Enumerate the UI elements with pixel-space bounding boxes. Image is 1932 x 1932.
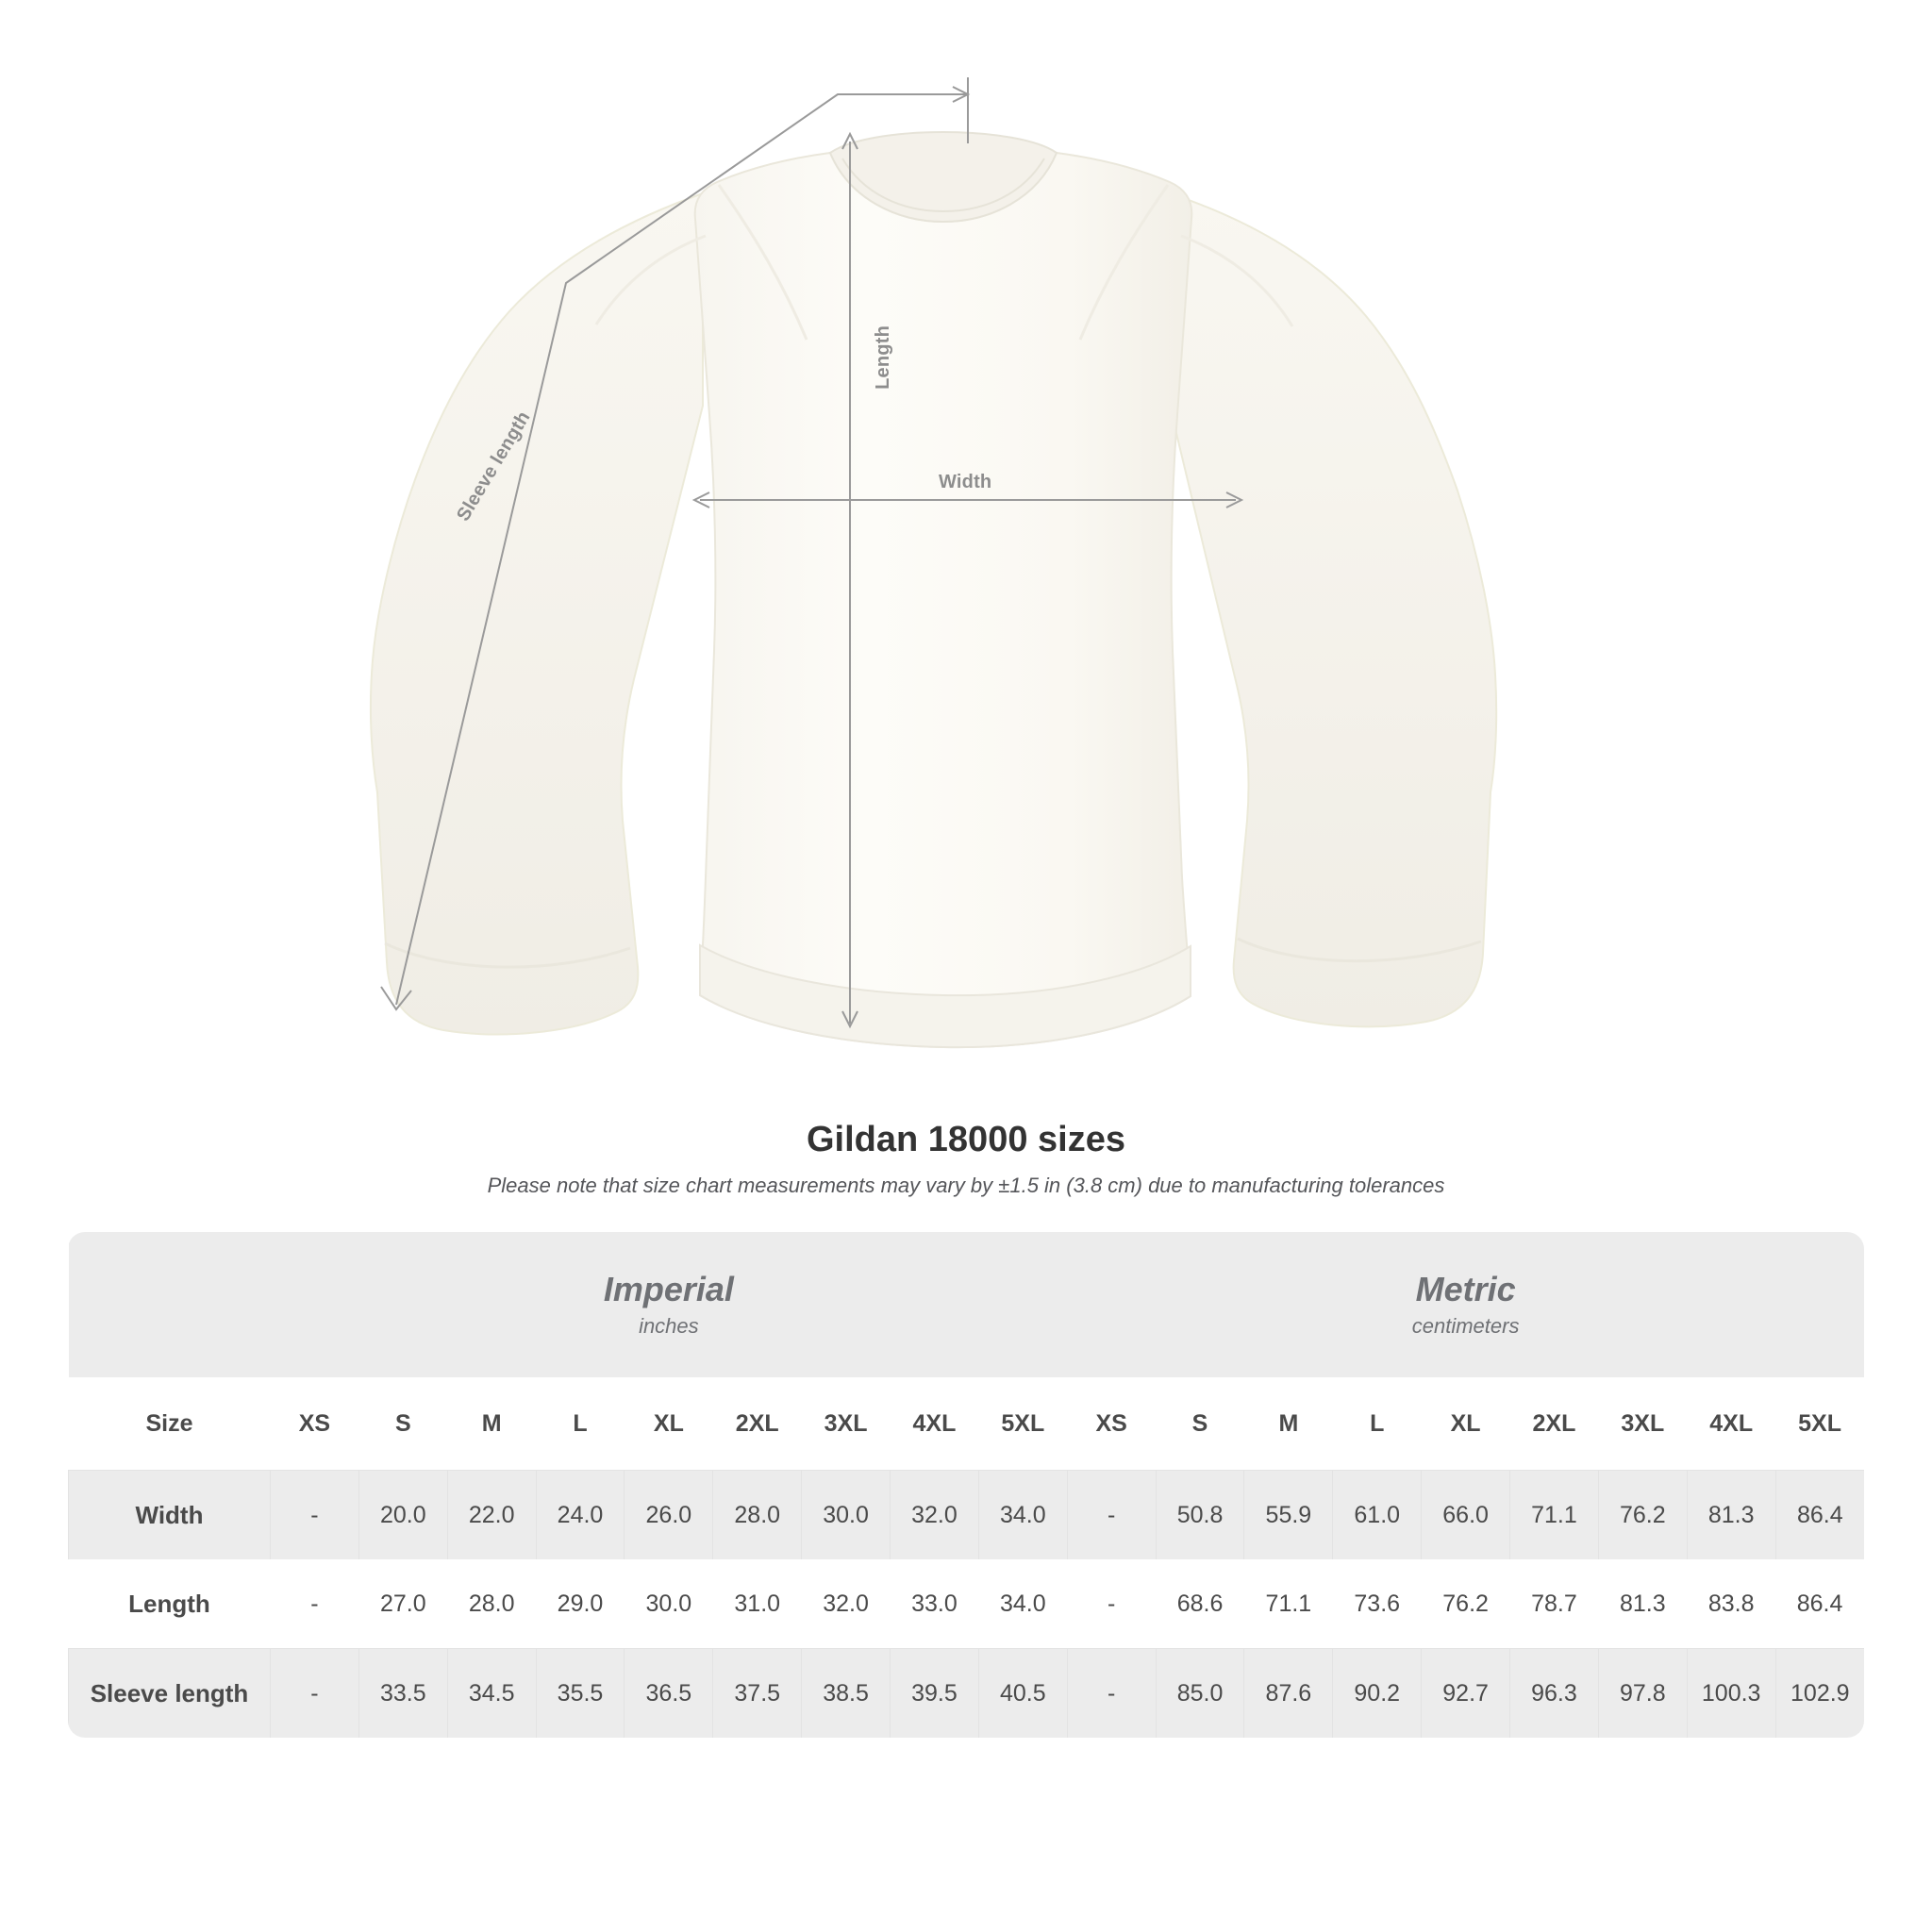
cell-width-0: - [271,1471,359,1560]
row-label-length: Length [69,1559,271,1649]
cell-width-10: 50.8 [1156,1471,1244,1560]
cell-sleeve-14: 96.3 [1510,1649,1599,1739]
cell-length-13: 76.2 [1422,1559,1510,1649]
size-table [68,1232,1864,1738]
column-header-imperial-3xl: 3XL [802,1377,891,1471]
column-header-metric-l: L [1333,1377,1422,1471]
cell-length-15: 81.3 [1598,1559,1687,1649]
column-header-imperial-xs: XS [271,1377,359,1471]
cell-width-15: 76.2 [1598,1471,1687,1560]
cell-width-2: 22.0 [447,1471,536,1560]
column-header-metric-3xl: 3XL [1598,1377,1687,1471]
cell-length-17: 86.4 [1775,1559,1864,1649]
cell-sleeve-2: 34.5 [447,1649,536,1739]
page-title: Gildan 18000 sizes [807,1120,1125,1159]
column-header-imperial-m: M [447,1377,536,1471]
table-row [69,1649,1865,1739]
column-header-metric-2xl: 2XL [1510,1377,1599,1471]
column-header-metric-5xl: 5XL [1775,1377,1864,1471]
cell-length-3: 29.0 [536,1559,625,1649]
column-header-metric-4xl: 4XL [1687,1377,1775,1471]
cell-length-1: 27.0 [358,1559,447,1649]
cell-width-1: 20.0 [358,1471,447,1560]
size-table-wrapper [68,1232,1864,1738]
cell-sleeve-12: 90.2 [1333,1649,1422,1739]
column-header-imperial-4xl: 4XL [891,1377,979,1471]
size-header-row [69,1377,1865,1471]
cell-length-8: 34.0 [978,1559,1067,1649]
cell-width-12: 61.0 [1333,1471,1422,1560]
cell-sleeve-8: 40.5 [978,1649,1067,1739]
cell-length-7: 33.0 [891,1559,979,1649]
cell-length-0: - [271,1559,359,1649]
cell-length-10: 68.6 [1156,1559,1244,1649]
column-header-imperial-l: L [536,1377,625,1471]
unit-group-metric-sub: centimeters [1411,1314,1520,1338]
cell-sleeve-17: 102.9 [1775,1649,1864,1739]
unit-group-imperial [271,1232,1068,1377]
cell-width-4: 26.0 [625,1471,713,1560]
cell-length-6: 32.0 [802,1559,891,1649]
tolerance-note: Please note that size chart measurements may vary by ±1.5 in (3.8 cm) due to manufacturing tolerances [487,1174,1445,1197]
unit-group-row [69,1232,1865,1377]
cell-length-11: 71.1 [1244,1559,1333,1649]
cell-sleeve-1: 33.5 [358,1649,447,1739]
cell-length-16: 83.8 [1687,1559,1775,1649]
cell-sleeve-4: 36.5 [625,1649,713,1739]
cell-width-14: 71.1 [1510,1471,1599,1560]
cell-width-11: 55.9 [1244,1471,1333,1560]
cell-sleeve-5: 37.5 [713,1649,802,1739]
cell-width-3: 24.0 [536,1471,625,1560]
unit-row-corner [69,1232,271,1377]
column-header-metric-xs: XS [1067,1377,1156,1471]
column-header-metric-m: M [1244,1377,1333,1471]
unit-group-imperial-name: Imperial [603,1270,734,1308]
cell-sleeve-13: 92.7 [1422,1649,1510,1739]
row-label-width: Width [69,1471,271,1560]
cell-sleeve-0: - [271,1649,359,1739]
cell-length-14: 78.7 [1510,1559,1599,1649]
cell-width-17: 86.4 [1775,1471,1864,1560]
cell-length-9: - [1067,1559,1156,1649]
unit-group-metric-name: Metric [1415,1270,1516,1308]
cell-width-5: 28.0 [713,1471,802,1560]
cell-length-5: 31.0 [713,1559,802,1649]
cell-width-9: - [1067,1471,1156,1560]
unit-group-metric [1067,1232,1864,1377]
column-header-imperial-s: S [358,1377,447,1471]
cell-width-8: 34.0 [978,1471,1067,1560]
cell-sleeve-6: 38.5 [802,1649,891,1739]
size-header-label: Size [69,1377,271,1471]
cell-width-7: 32.0 [891,1471,979,1560]
cell-sleeve-11: 87.6 [1244,1649,1333,1739]
row-label-sleeve-length: Sleeve length [69,1649,271,1739]
cell-width-6: 30.0 [802,1471,891,1560]
column-header-metric-xl: XL [1422,1377,1510,1471]
cell-sleeve-16: 100.3 [1687,1649,1775,1739]
cell-sleeve-7: 39.5 [891,1649,979,1739]
column-header-imperial-xl: XL [625,1377,713,1471]
cell-sleeve-15: 97.8 [1598,1649,1687,1739]
column-header-imperial-5xl: 5XL [978,1377,1067,1471]
table-row [69,1471,1865,1560]
cell-sleeve-3: 35.5 [536,1649,625,1739]
cell-width-16: 81.3 [1687,1471,1775,1560]
cell-length-4: 30.0 [625,1559,713,1649]
cell-sleeve-10: 85.0 [1156,1649,1244,1739]
length-dimension-label: Length [873,325,893,390]
width-dimension-label: Width [939,472,992,492]
column-header-imperial-2xl: 2XL [713,1377,802,1471]
cell-length-2: 28.0 [447,1559,536,1649]
unit-group-imperial-sub: inches [639,1314,699,1338]
title-block [0,1120,1932,1198]
cell-width-13: 66.0 [1422,1471,1510,1560]
cell-length-12: 73.6 [1333,1559,1422,1649]
table-row [69,1559,1865,1649]
column-header-metric-s: S [1156,1377,1244,1471]
cell-sleeve-9: - [1067,1649,1156,1739]
sleeve-length-dimension-label: Sleeve length [453,408,535,525]
